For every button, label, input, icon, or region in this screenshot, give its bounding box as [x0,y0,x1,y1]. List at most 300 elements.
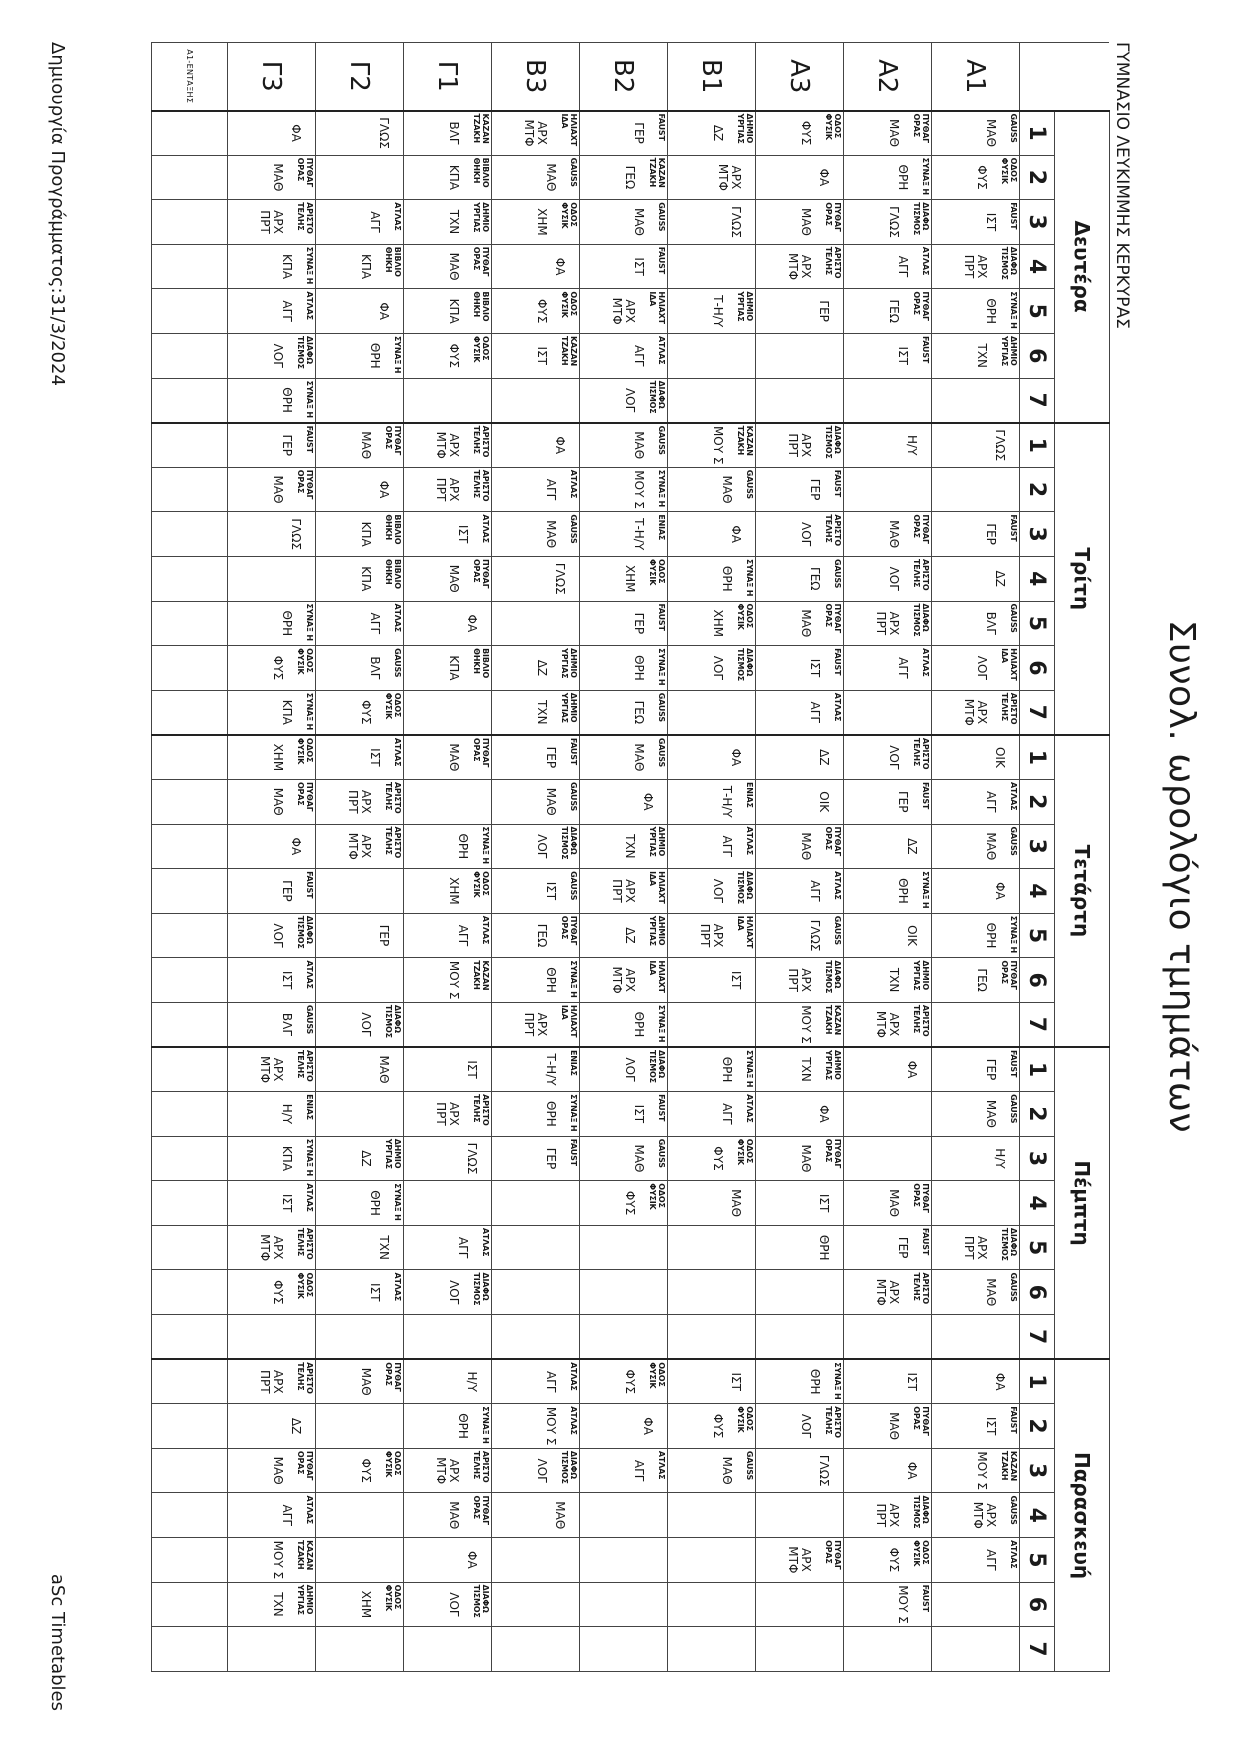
subject-code: ΑΓΓ [544,1370,558,1393]
subject-code: ΓΕΡ [280,434,294,456]
teacher-name: FAUST [1009,202,1018,230]
teacher-name: ΑΤΛΑΣ [393,202,402,231]
teacher-name: ΑΤΛΑΣ [305,960,314,989]
subject-code: ΜΟΥ Σ [711,425,725,465]
lesson-cell [844,735,932,780]
period-header: 3 [1020,1448,1055,1493]
lesson-cell [404,779,492,824]
subject-code: ΜΑΘ [720,475,734,504]
teacher-name [226,334,227,378]
subject-code [214,1449,226,1493]
lesson-cell [152,512,228,557]
lesson-cell [844,155,932,200]
subject-code: ΛΟΓ [447,1280,461,1305]
teacher-name: GAUSS [1009,1495,1018,1525]
lesson-cell [580,601,668,646]
subject-code: ΑΡΧ ΠΡΤ [434,477,461,502]
teacher-name [226,245,227,289]
lesson-cell [844,1404,932,1449]
lesson-cell [492,333,580,378]
teacher-name: FAUST [657,113,666,141]
lesson-cell [492,1092,580,1137]
lesson-cell [316,958,404,1003]
subject-code: ΚΠΑ [359,521,373,547]
teacher-name [226,557,227,601]
subject-code: ΘΡΗ [280,610,294,637]
teacher-name: ΣΥΝΑΞ Η [481,1406,490,1444]
teacher-name: ΣΥΝΑΞ Η [305,603,314,641]
lesson-cell [668,1359,756,1404]
period-header: 2 [1020,155,1055,200]
subject-code [390,1404,402,1448]
lesson-cell [844,467,932,512]
teacher-name [1018,1360,1019,1403]
period-header: 6 [1020,958,1055,1003]
teacher-name [930,379,931,422]
teacher-name [490,780,491,824]
subject-code [654,1270,666,1314]
teacher-name: ΑΤΛΑΣ [393,603,402,633]
teacher-name: ΟΔΟΣ ΦΥΣΙΚ [384,1584,402,1611]
subject-code: ΧΗΜ [535,208,549,236]
subject-code: ΙΣΤ [280,970,294,990]
lesson-cell [844,244,932,289]
lesson-cell [668,1538,756,1583]
subject-code: ΦΑ [641,1417,655,1435]
teacher-name [578,1583,579,1627]
subject-code [214,1360,226,1403]
lesson-cell [668,1493,756,1538]
lesson-cell [668,423,756,468]
subject-code: ΓΛΩΣ [817,1454,831,1487]
subject-code: ΛΟΓ [711,878,725,904]
subject-code: ΜΑΘ [632,207,646,236]
lesson-cell [492,1002,580,1047]
lesson-cell [316,1270,404,1315]
subject-code: ΜΟΥ Σ [544,1406,558,1446]
teacher-name: ΠΥΘΑΓ ΟΡΑΣ [472,246,490,277]
teacher-name: ΑΡΙΣΤΟ ΤΕΛΗΣ [912,737,930,770]
subject-code: ΑΡΧ ΜΤΦ [610,297,637,325]
lesson-cell [756,1359,844,1404]
teacher-name: ΑΤΛΑΣ [833,871,842,900]
subject-code: ΑΡΧ ΠΡΤ [786,433,813,458]
lesson-cell [316,1136,404,1181]
lesson-cell [756,1136,844,1181]
teacher-name [754,1360,755,1403]
lesson-cell [492,155,580,200]
class-row [404,43,492,1672]
subject-code: ΜΟΥ Σ [896,1585,910,1624]
subject-code: ΙΣΤ [984,1416,998,1436]
lesson-cell [152,1493,228,1538]
class-name: Β1 [668,43,756,111]
lesson-cell [580,824,668,869]
lesson-cell [228,1582,316,1627]
teacher-name: ΣΥΝΑΞ Η [745,558,754,597]
subject-code: ΑΓΓ [720,1103,734,1125]
subject-code: ΓΕΡ [280,880,294,902]
subject-code: ΜΑΘ [544,163,558,192]
subject-code: ΜΑΘ [984,1099,998,1128]
subject-code: ΤΧΝ [535,700,549,725]
teacher-name [754,736,755,779]
lesson-cell [492,1538,580,1583]
lesson-cell [404,1181,492,1226]
lesson-cell [316,467,404,512]
subject-code [214,1048,226,1091]
lesson-cell [228,1315,316,1360]
subject-code: ΓΕΡ [808,478,822,501]
lesson-cell [844,1582,932,1627]
subject-code [1006,1181,1018,1225]
subject-code: ΑΡΧ ΠΡΤ [962,254,989,279]
lesson-cell [152,1448,228,1493]
subject-code: ΦΑ [993,882,1007,900]
subject-code: ΜΑΘ [447,252,461,281]
subject-code: ΙΣΤ [984,212,998,232]
subject-code: ΑΓΓ [544,478,558,501]
teacher-name: FAUST [921,781,930,810]
subject-code [918,1137,930,1181]
teacher-name: ΑΤΛΑΣ [833,692,842,722]
teacher-name [666,1538,667,1582]
teacher-name: ΔΙΑΦΩ ΤΙΣΜΟΣ [648,1050,666,1083]
subject-code [1006,1003,1018,1046]
teacher-name [842,1583,843,1627]
period-header: 5 [1020,1538,1055,1583]
subject-code: ΓΛΩΣ [465,1142,479,1175]
subject-code: ΜΑΘ [447,743,461,772]
teacher-name [490,1360,491,1403]
subject-code: ΧΗΜ [711,609,725,638]
teacher-name: ΠΥΘΑΓ ΟΡΑΣ [912,1183,930,1213]
lesson-cell [316,1627,404,1672]
teacher-name [226,112,227,155]
lesson-cell [932,1270,1020,1315]
teacher-name [402,869,403,913]
lesson-cell [668,111,756,156]
teacher-name: ΣΥΝΑΞ Η [657,648,666,686]
period-header: 1 [1020,111,1055,156]
subject-code: ΚΠΑ [447,655,461,681]
lesson-cell [844,958,932,1003]
teacher-name [666,1583,667,1627]
lesson-cell [932,1181,1020,1226]
teacher-name: ΠΥΘΑΓ ΟΡΑΣ [384,1362,402,1392]
corner-cell [1020,43,1110,111]
class-name: Β3 [492,43,580,111]
lesson-cell [844,1181,932,1226]
subject-code: ΛΟΓ [271,343,285,368]
subject-code: ΙΣΤ [632,1104,646,1124]
subject-code: ΓΕΡ [544,1147,558,1170]
teacher-name: ΔΙΑΦΩ ΤΙΣΜΟΣ [736,871,754,905]
subject-code: ΓΕΡ [377,924,391,947]
teacher-name [578,245,579,289]
lesson-cell [756,378,844,423]
teacher-name: ΑΡΙΣΤΟ ΤΕΛΗΣ [912,1004,930,1037]
teacher-name: ΟΔΟΣ ΦΥΣΙΚ [648,1183,666,1210]
teacher-name: ΣΥΝΑΞ Η [393,335,402,374]
subject-code: ΜΑΘ [887,520,901,549]
lesson-cell [756,1181,844,1226]
day-header: Δευτέρα [1055,111,1110,423]
school-name: ΓΥΜΝΑΣΙΟ ΛΕΥΚΙΜΜΗΣ ΚΕΡΚΥΡΑΣ [1112,42,1132,329]
teacher-name: GAUSS [657,692,666,722]
lesson-cell [756,1047,844,1092]
lesson-cell [580,111,668,156]
subject-code [478,1181,490,1225]
teacher-name: GAUSS [1009,826,1018,856]
teacher-name [402,958,403,1002]
lesson-cell [756,1002,844,1047]
subject-code: ΑΡΧ ΠΡΤ [346,789,373,814]
subject-code: ΑΓΓ [456,1236,470,1259]
subject-code: ΓΕΩ [632,700,646,724]
teacher-name [842,736,843,779]
teacher-name: GAUSS [745,469,754,499]
teacher-name: ΠΥΘΑΓ ΟΡΑΣ [296,157,314,188]
teacher-name: ΔΗΜΙΟ ΥΡΓΙΑΣ [1000,335,1018,367]
lesson-cell [152,1538,228,1583]
subject-code: ΘΡΗ [896,164,910,191]
teacher-name: ΗΛΙΑΧΤ ΙΔΑ [1000,648,1018,681]
teacher-name [842,156,843,200]
teacher-name [930,914,931,958]
subject-code: ΜΑΘ [887,1412,901,1441]
teacher-name [226,602,227,646]
teacher-name: ΔΙΑΦΩ ΤΙΣΜΟΣ [296,915,314,949]
subject-code: ΚΠΑ [280,254,294,280]
subject-code: ΓΕΡ [896,790,910,813]
lesson-cell [152,601,228,646]
subject-code: ΔΖ [817,749,831,766]
class-row [756,43,844,1672]
lesson-cell [152,1359,228,1404]
lesson-cell [668,1002,756,1047]
lesson-cell [844,200,932,245]
subject-code: Τ-Η/Υ [632,518,646,551]
lesson-cell [844,869,932,914]
lesson-cell [844,1270,932,1315]
subject-code: ΜΑΘ [887,1189,901,1218]
period-header: 4 [1020,556,1055,601]
teacher-name: ΑΡΙΣΤΟ ΤΕΛΗΣ [384,781,402,814]
subject-code: ΑΡΧ ΜΤΦ [258,1055,285,1084]
lesson-cell [316,155,404,200]
lesson-cell [316,690,404,735]
teacher-name [578,1181,579,1225]
teacher-name [930,825,931,869]
lesson-cell [316,1404,404,1449]
subject-code: ΓΕΡ [632,122,646,144]
teacher-name: ΠΥΘΑΓ ΟΡΑΣ [1000,960,1018,990]
teacher-name: ΔΙΑΦΩ ΤΙΣΜΟΣ [1000,1227,1018,1261]
lesson-cell [844,1359,932,1404]
teacher-name: ΚΑΖΑΝ ΤΖΑΚΗ [824,1004,842,1035]
subject-code: ΦΑ [465,1551,479,1569]
teacher-name [930,424,931,467]
teacher-name: ΗΛΙΑΧΤ ΙΔΑ [736,915,754,949]
lesson-cell [228,1047,316,1092]
class-row [932,43,1020,1672]
teacher-name [402,1315,403,1358]
subject-code: Τ-Η/Υ [720,785,734,818]
class-row [844,43,932,1672]
subject-code [742,691,754,734]
teacher-name [930,1315,931,1358]
subject-code: ΜΑΘ [799,832,813,861]
lesson-cell [932,1448,1020,1493]
teacher-name [402,914,403,958]
subject-code: ΓΕΩ [808,567,822,591]
teacher-name [842,1092,843,1136]
lesson-cell [492,1136,580,1181]
subject-code: ΑΡΧ ΜΤΦ [786,253,813,281]
subject-code [830,334,842,378]
subject-code: ΙΣΤ [808,658,822,678]
lesson-cell [668,244,756,289]
lesson-cell [316,1181,404,1226]
subject-code: ΜΑΘ [799,207,813,236]
teacher-name: ΚΑΖΑΝ ΤΖΑΚΗ [648,157,666,188]
teacher-name [226,869,227,913]
teacher-name [226,958,227,1002]
subject-code: ΜΟΥ Σ [447,960,461,1000]
period-header: 6 [1020,1582,1055,1627]
teacher-name: ΑΡΙΣΤΟ ΤΕΛΗΣ [1000,692,1018,725]
lesson-cell [152,1002,228,1047]
subject-code: ΘΡΗ [817,1234,831,1261]
teacher-name [402,1493,403,1537]
subject-code: ΤΧΝ [623,834,637,859]
teacher-name [842,780,843,824]
lesson-cell [152,824,228,869]
teacher-name: ΚΑΖΑΝ ΤΖΑΚΗ [472,113,490,144]
lesson-cell [404,556,492,601]
subject-code: ΔΖ [711,124,725,142]
subject-code: ΙΣΤ [456,524,470,544]
teacher-name: ΣΥΝΑΞ Η [745,1050,754,1088]
teacher-name: ΠΥΘΑΓ ΟΡΑΣ [296,1450,314,1481]
subject-code [1006,1627,1018,1671]
teacher-name: ΚΑΖΑΝ ΤΖΑΚΗ [560,335,578,367]
subject-code: ΓΛΩΣ [377,117,391,149]
subject-code: ΑΡΧ ΜΤΦ [962,698,989,726]
teacher-name: ΑΡΙΣΤΟ ΤΕΛΗΣ [824,246,842,279]
subject-code [214,1092,226,1136]
subject-code [566,602,578,646]
lesson-cell [404,1315,492,1360]
subject-code: ΦΥΣ [711,1413,725,1439]
software-credit: aSc Timetables [47,1573,68,1711]
lesson-cell [932,1047,1020,1092]
subject-code: ΦΑ [289,837,303,856]
teacher-name: ΔΗΜΙΟ ΥΡΓΙΑΣ [648,826,666,857]
subject-code [742,1315,754,1358]
lesson-cell [668,1047,756,1092]
teacher-name [754,1493,755,1537]
lesson-cell [668,690,756,735]
subject-code: ΑΡΧ ΠΡΤ [874,1503,901,1528]
lesson-cell [668,1181,756,1226]
teacher-name [842,1270,843,1314]
teacher-name: ΣΥΝΑΞ Η [1009,915,1018,953]
lesson-cell [316,1582,404,1627]
lesson-cell [492,111,580,156]
subject-code: ΑΡΧ ΠΡΤ [786,968,813,992]
subject-code: ΙΣΤ [368,1283,382,1302]
teacher-name [226,379,227,422]
lesson-cell [404,333,492,378]
subject-code: ΔΖ [359,1150,373,1167]
subject-code [214,156,226,200]
subject-code: ΦΑ [729,525,743,543]
subject-code [390,1493,402,1537]
lesson-cell [932,1092,1020,1137]
subject-code: ΦΥΣ [271,1280,285,1305]
teacher-name [578,1270,579,1314]
subject-code [830,379,842,422]
lesson-cell [668,869,756,914]
lesson-cell [580,1359,668,1404]
period-header: 1 [1020,735,1055,780]
lesson-cell [756,333,844,378]
subject-code [478,780,490,824]
period-header: 1 [1020,1047,1055,1092]
period-header: 4 [1020,244,1055,289]
subject-code: ΓΛΩΣ [887,206,901,238]
subject-code: ΔΖ [289,1417,303,1435]
lesson-cell [404,1092,492,1137]
subject-code [918,691,930,734]
teacher-name [226,736,227,779]
subject-code: ΚΠΑ [280,1145,294,1172]
lesson-cell [152,378,228,423]
subject-code [214,424,226,467]
lesson-cell [228,601,316,646]
subject-code: ΑΡΧ ΜΤΦ [971,1501,998,1529]
period-header: 2 [1020,779,1055,824]
subject-code [390,379,402,422]
lesson-cell [668,200,756,245]
teacher-name [754,1181,755,1225]
subject-code: ΤΧΝ [975,343,989,369]
lesson-cell [492,1493,580,1538]
lesson-cell [756,1092,844,1137]
lesson-cell [668,958,756,1003]
teacher-name [490,691,491,734]
lesson-cell [756,1538,844,1583]
teacher-name [930,1092,931,1136]
subject-code: Τ-Η/Υ [544,1053,558,1086]
teacher-name: ΔΗΜΙΟ ΥΡΓΙΑΣ [560,648,578,679]
subject-code [654,1315,666,1358]
subject-code: ΑΡΧ ΜΤΦ [258,1234,285,1262]
teacher-name [754,1226,755,1270]
subject-code [390,869,402,913]
subject-code: ΘΡΗ [632,1011,646,1038]
teacher-name: ΚΑΖΑΝ ΤΖΑΚΗ [472,960,490,991]
subject-code [302,557,314,601]
lesson-cell [492,1270,580,1315]
lesson-cell [492,378,580,423]
lesson-cell [580,155,668,200]
subject-code: ΙΣΤ [905,1372,919,1391]
lesson-cell [228,1448,316,1493]
subject-code [830,1583,842,1627]
